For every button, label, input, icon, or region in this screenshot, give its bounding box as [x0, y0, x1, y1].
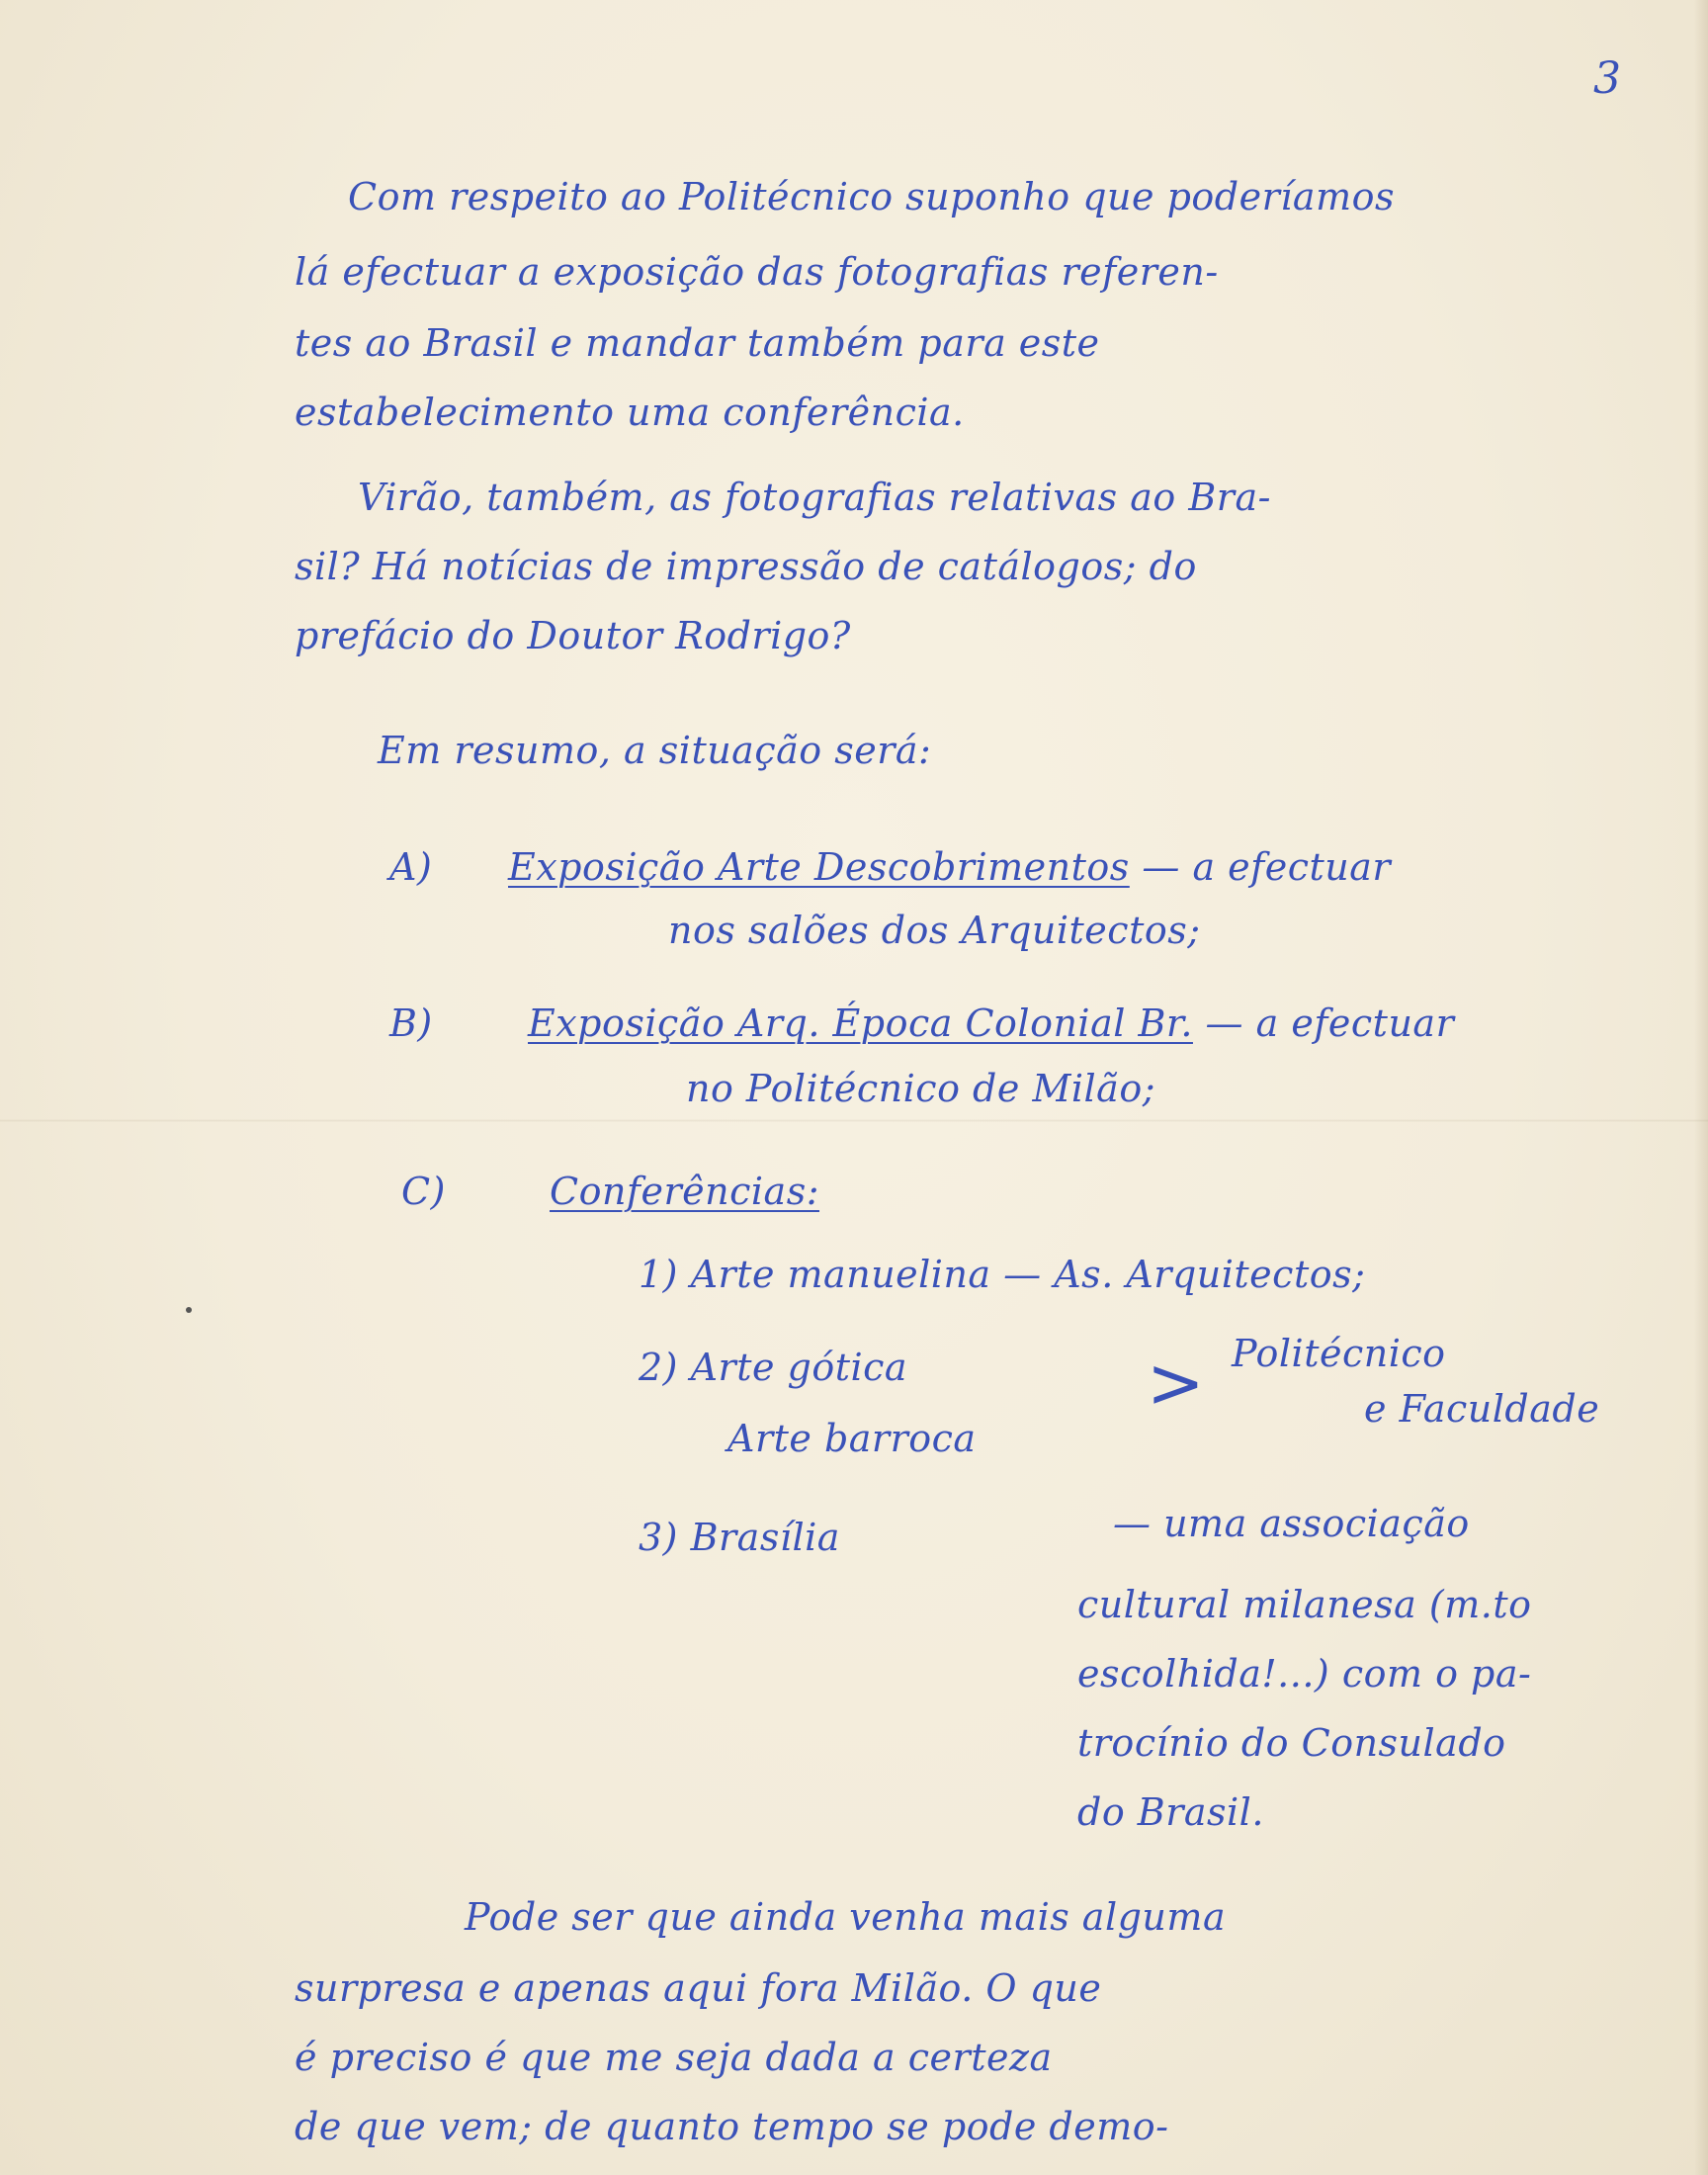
ink-spot	[186, 1307, 192, 1313]
brace-symbol: >	[1147, 1343, 1205, 1424]
conference-2b: Arte barroca	[727, 1417, 977, 1460]
paper-fold	[0, 1119, 1708, 1122]
item-a-title: Exposição Arte Descobrimentos	[508, 845, 1130, 889]
item-a-line-2: nos salões dos Arquitectos;	[668, 909, 1201, 952]
conference-2a: 2) Arte gótica	[639, 1346, 908, 1389]
item-b-rest: — a efectuar	[1192, 1001, 1455, 1045]
paper-edge-shadow	[1694, 0, 1708, 2175]
summary-intro: Em resumo, a situação será:	[378, 729, 932, 772]
conference-2-dest-2: e Faculdade	[1364, 1387, 1600, 1431]
p1-line-4: estabelecimento uma conferência.	[295, 391, 965, 434]
p4-line-2: surpresa e apenas aqui fora Milão. O que	[295, 1966, 1102, 2010]
conference-3-line-1: — uma associação	[1113, 1502, 1470, 1545]
item-b-label: B)	[389, 1001, 433, 1045]
p1-line-1: Com respeito ao Politécnico suponho que poderíamos	[348, 175, 1395, 218]
item-c-title-text: Conferências:	[550, 1170, 820, 1213]
p1-line-2: lá efectuar a exposição das fotografias referen-	[295, 250, 1219, 294]
item-b-line-1	[528, 1001, 1455, 1045]
p4-line-3: é preciso é que me seja dada a certeza	[295, 2036, 1053, 2079]
conference-1: 1) Arte manuelina — As. Arquitectos;	[639, 1253, 1366, 1296]
p2-line-2: sil? Há notícias de impressão de catálogos; do	[295, 545, 1197, 588]
conference-3-line-3: escolhida!...) com o pa-	[1077, 1652, 1532, 1696]
p1-line-3: tes ao Brasil e mandar também para este	[295, 321, 1100, 365]
item-c-title	[550, 1170, 820, 1213]
item-a-line-1	[508, 845, 1392, 889]
p2-line-3: prefácio do Doutor Rodrigo?	[295, 614, 851, 657]
p2-line-1: Virão, também, as fotografias relativas ao Bra-	[358, 476, 1271, 519]
conference-3-line-2: cultural milanesa (m.to	[1077, 1583, 1532, 1626]
item-b-line-2: no Politécnico de Milão;	[686, 1067, 1155, 1110]
p4-line-4: de que vem; de quanto tempo se pode demo-	[295, 2105, 1169, 2148]
conference-2-dest-1: Politécnico	[1232, 1332, 1446, 1375]
page-number: 3	[1593, 53, 1622, 104]
conference-3-line-5: do Brasil.	[1077, 1790, 1264, 1834]
item-a-rest: — a efectuar	[1129, 845, 1392, 889]
conference-3: 3) Brasília	[639, 1516, 840, 1559]
item-b-title: Exposição Arq. Época Colonial Br.	[528, 1001, 1193, 1045]
conference-3-line-4: trocínio do Consulado	[1077, 1721, 1506, 1765]
item-c-label: C)	[401, 1170, 446, 1213]
p4-line-1: Pode ser que ainda venha mais alguma	[465, 1895, 1227, 1939]
item-a-label: A)	[389, 845, 433, 889]
